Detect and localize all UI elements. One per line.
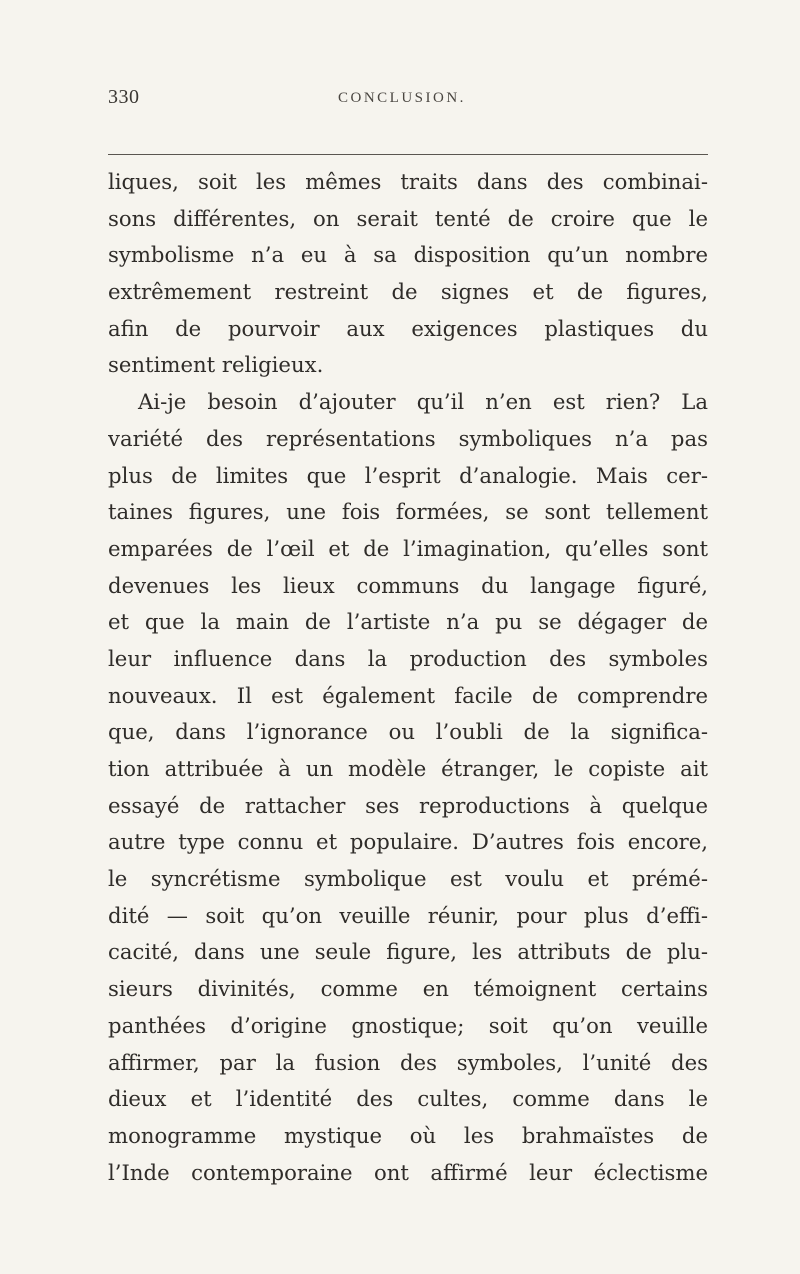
page-number: 330 (108, 86, 140, 108)
text-line: essayé de rattacher ses reproductions à quelque (108, 792, 708, 818)
text-line: sentiment religieux. (108, 352, 324, 378)
text-line: variété des représentations symboliques n’a pas (108, 425, 708, 451)
text-line: panthées d’origine gnostique; soit qu’on veuille (108, 1012, 708, 1038)
text-line: symbolisme n’a eu à sa disposition qu’un nombre (108, 242, 708, 268)
text-line: autre type connu et populaire. D’autres fois encore, (108, 829, 708, 855)
text-line: dieux et l’identité des cultes, comme dans le (108, 1086, 708, 1112)
text-line: devenues les lieux communs du langage figuré, (108, 572, 708, 598)
text-line: leur influence dans la production des symboles (108, 645, 708, 671)
text-line: sieurs divinités, comme en témoignent certains (108, 976, 708, 1002)
page-header (108, 86, 708, 116)
text-line: que, dans l’ignorance ou l’oubli de la significa- (108, 719, 708, 745)
text-line: affirmer, par la fusion des symboles, l’unité des (108, 1049, 708, 1075)
text-line: l’Inde contemporaine ont affirmé leur éclectisme (108, 1159, 708, 1185)
text-line: plus de limites que l’esprit d’analogie. Mais cer- (108, 462, 708, 488)
text-line: emparées de l’œil et de l’imagination, qu’elles sont (108, 535, 708, 561)
text-line: dité — soit qu’on veuille réunir, pour plus d’effi- (108, 902, 708, 928)
text-line: taines figures, une fois formées, se sont tellement (108, 499, 708, 525)
text-line: afin de pourvoir aux exigences plastiques du (108, 315, 708, 341)
running-head: CONCLUSION. (338, 90, 466, 106)
text-line: cacité, dans une seule figure, les attributs de plu- (108, 939, 708, 965)
body-text (108, 164, 708, 1191)
text-line: monogramme mystique où les brahmaïstes de (108, 1122, 708, 1148)
text-line: nouveaux. Il est également facile de comprendre (108, 682, 708, 708)
text-line: liques, soit les mêmes traits dans des combinai- (108, 169, 708, 194)
text-line: et que la main de l’artiste n’a pu se dégager de (108, 609, 708, 635)
text-line: Ai-je besoin d’ajouter qu’il n’en est rien? La (138, 389, 708, 415)
text-line: le syncrétisme symbolique est voulu et prémé- (108, 866, 708, 892)
header-rule (108, 154, 708, 155)
text-line: extrêmement restreint de signes et de figures, (108, 279, 708, 305)
text-line: tion attribuée à un modèle étranger, le copiste ait (108, 756, 708, 781)
text-line: sons différentes, on serait tenté de croire que le (108, 205, 708, 231)
